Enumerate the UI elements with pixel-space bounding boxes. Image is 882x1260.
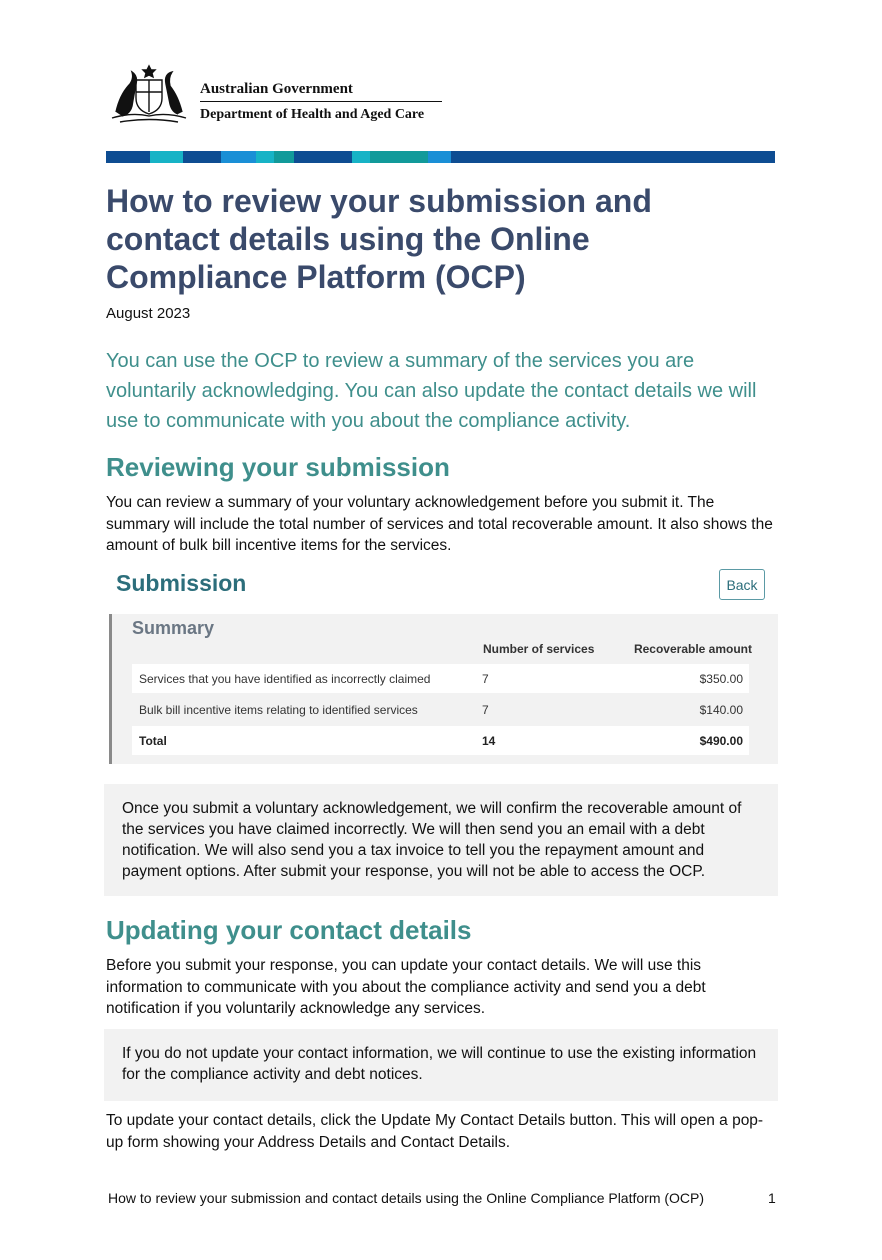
stripe-segment <box>106 151 150 163</box>
callout-text: If you do not update your contact information, we will continue to use the existing information for the compliance activity and debt notices. <box>122 1045 757 1083</box>
column-header-services: Number of services <box>483 642 595 656</box>
total-label: Total <box>139 734 167 748</box>
government-name: Australian Government <box>200 81 353 97</box>
footer-title: How to review your submission and contact details using the Online Compliance Platform (OCP) <box>108 1190 705 1206</box>
stripe-segment <box>256 151 274 163</box>
total-services: 14 <box>482 734 496 748</box>
table-row <box>132 695 749 724</box>
coat-of-arms-icon <box>106 62 192 126</box>
submission-screenshot <box>106 564 778 770</box>
row-amount: $350.00 <box>699 672 743 686</box>
stripe-segment <box>221 151 256 163</box>
row-label: Bulk bill incentive items relating to identified services <box>139 703 418 717</box>
column-header-amount: Recoverable amount <box>633 642 752 656</box>
stripe-segment <box>274 151 294 163</box>
stripe-segment <box>150 151 183 163</box>
page-number: 1 <box>768 1190 776 1206</box>
stripe-segment <box>370 151 428 163</box>
callout-contact-note <box>104 1029 778 1101</box>
summary-panel <box>109 614 778 764</box>
department-name: Department of Health and Aged Care <box>200 107 425 122</box>
stripe-segment <box>451 151 775 163</box>
table-row <box>132 664 749 693</box>
stripe-segment <box>428 151 451 163</box>
section-heading-reviewing: Reviewing your submission <box>106 452 450 482</box>
back-button[interactable]: Back <box>719 569 765 600</box>
update-instructions-paragraph: To update your contact details, click the Update My Contact Details button. This will open a pop-up form showing your Address Details and Contact Details. <box>106 1112 764 1151</box>
row-services: 7 <box>482 703 489 717</box>
intro-paragraph: You can use the OCP to review a summary of the services you are voluntarily acknowledging. You can also update the contact details we will use to communicate with you about the compliance activity. <box>106 350 757 432</box>
stripe-segment <box>294 151 352 163</box>
stripe-segment <box>183 151 221 163</box>
header-divider <box>200 101 442 102</box>
row-amount: $140.00 <box>699 703 743 717</box>
brand-stripe <box>106 151 775 163</box>
table-row-total <box>132 726 749 755</box>
row-services: 7 <box>482 672 489 686</box>
government-header <box>106 62 446 128</box>
summary-title: Summary <box>132 618 215 638</box>
callout-text: Once you submit a voluntary acknowledgement, we will confirm the recoverable amount of the services you have claimed incorrectly. We will then send you an email with a debt notification. We will also send you a tax invoice to tell you the repayment amount and payment options. After submit your response, you will not be able to access the OCP. <box>122 800 742 880</box>
document-title: How to review your submission and contact details using the Online Compliance Platform (OCP) <box>106 183 652 295</box>
total-amount: $490.00 <box>699 734 743 748</box>
updating-paragraph: Before you submit your response, you can update your contact details. We will use this information to communicate with you about the compliance activity and send you a debt notification if you voluntarily acknowledge any services. <box>106 957 706 1017</box>
section-heading-updating: Updating your contact details <box>106 915 472 945</box>
stripe-segment <box>352 151 370 163</box>
callout-submission-note <box>104 784 778 896</box>
submission-title: Submission <box>116 570 247 596</box>
reviewing-paragraph: You can review a summary of your voluntary acknowledgement before you submit it. The summary will include the total number of services and total recoverable amount. It also shows the amount of bulk bill incentive items for the services. <box>106 494 773 554</box>
document-date: August 2023 <box>106 305 191 322</box>
row-label: Services that you have identified as incorrectly claimed <box>139 672 431 686</box>
